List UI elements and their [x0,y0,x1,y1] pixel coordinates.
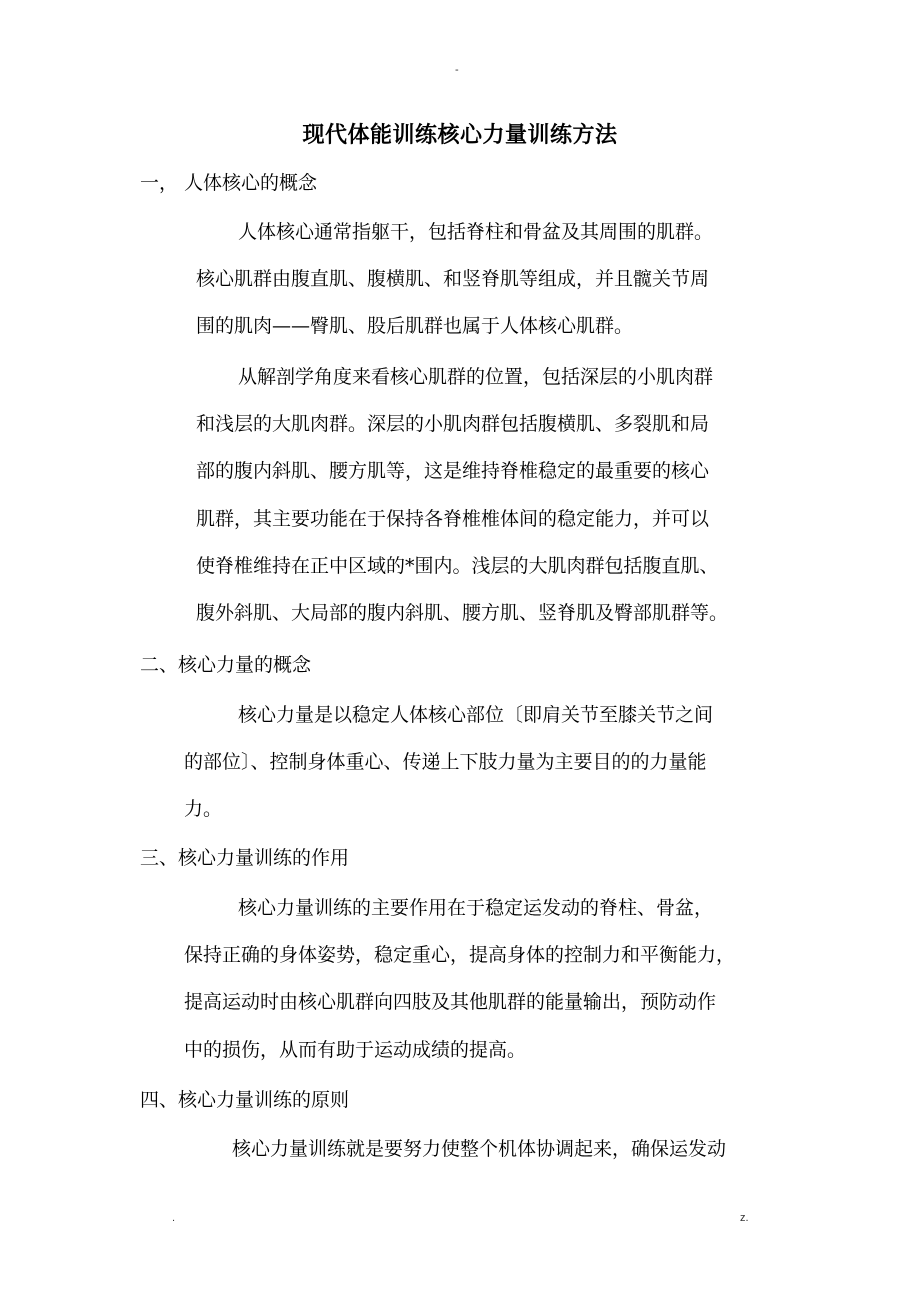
section-heading-1: 一， 人体核心的概念 [140,172,318,194]
paragraph-line: 和浅层的大肌肉群。深层的小肌肉群包括腹横肌、多裂肌和局 [196,413,710,435]
paragraph-line: 的部位〕、控制身体重心、传递上下肢力量为主要目的的力量能 [184,751,707,773]
section-heading-3: 三、核心力量训练的作用 [140,847,350,869]
paragraph-line: 使脊椎维持在正中区域的*围内。浅层的大肌肉群包括腹直肌、 [196,555,719,577]
paragraph-line: 部的腹内斜肌、腰方肌等，这是维持脊椎稳定的最重要的核心 [196,460,710,482]
paragraph-line: 围的肌肉——臀肌、股后肌群也属于人体核心肌群。 [196,315,634,337]
paragraph-line: 人体核心通常指躯干，包括脊柱和骨盆及其周围的肌群。 [238,221,714,243]
section-heading-4: 四、核心力量训练的原则 [140,1089,350,1111]
paragraph-line: 中的损伤，从而有助于运动成绩的提高。 [184,1039,527,1061]
paragraph-line: 力。 [184,798,223,820]
header-mark: - [455,64,459,76]
section-heading-2: 二、核心力量的概念 [140,654,312,676]
paragraph-line: 保持正确的身体姿势，稳定重心，提高身体的控制力和平衡能力， [184,944,736,966]
paragraph-line: 肌群，其主要功能在于保持各脊椎椎体间的稳定能力，并可以 [196,508,710,530]
footer-left-mark: . [172,1212,176,1224]
paragraph-line: 核心力量是以稳定人体核心部位〔即肩关节至膝关节之间 [238,704,714,726]
paragraph-line: 核心力量训练就是要努力使整个机体协调起来，确保运发动 [232,1138,727,1160]
page-title: 现代体能训练核心力量训练方法 [302,123,618,148]
paragraph-line: 提高运动时由核心肌群向四肢及其他肌群的能量输出，预防动作 [184,991,717,1013]
paragraph-line: 核心力量训练的主要作用在于稳定运发动的脊柱、骨盆， [238,897,714,919]
paragraph-line: 腹外斜肌、大局部的腹内斜肌、腰方肌、竖脊肌及臀部肌群等。 [196,602,729,624]
paragraph-line: 核心肌群由腹直肌、腹横肌、和竖脊肌等组成，并且髋关节周 [196,268,710,290]
paragraph-line: 从解剖学角度来看核心肌群的位置，包括深层的小肌肉群 [238,366,714,388]
footer-right-mark: z. [740,1212,749,1224]
